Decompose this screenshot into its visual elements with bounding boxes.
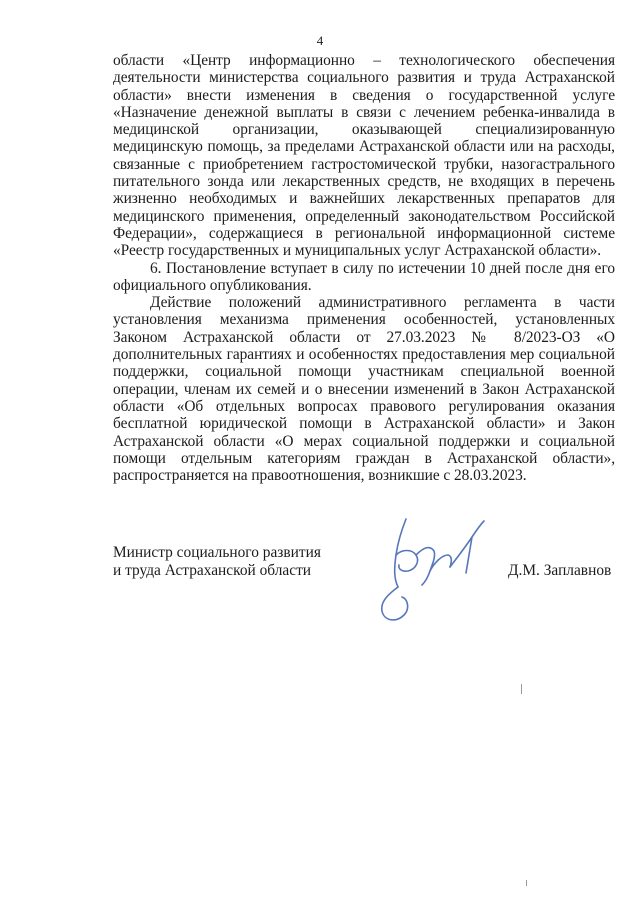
signatory-title-line-1: Министр социального развития [113,544,321,561]
signatory-title-line-2: и труда Астраханской области [113,562,312,579]
scan-artifact [526,880,527,886]
paragraph-effective-date: 6. Постановление вступает в силу по истечении 10 дней после дня его официального опубликования. [113,259,615,294]
signatory-name: Д.М. Заплавнов [508,562,612,579]
page-number: 4 [316,33,324,48]
handwritten-signature [372,515,492,630]
scan-artifact [521,684,522,694]
paragraph-regulation-scope: Действие положений административного регламента в части установления механизма применения особенностей, установленных Законом Астраханской области от 27.03.2023 № 8/2023-ОЗ «О дополнительных гарантиях и особенностях предоставления мер социальной поддержки, социальной помощи участникам специальной военной операции, членам их семей и о внесении изменений в Закон Астраханской области «Об отдельных вопросах правового регулирования оказания бесплатной юридической помощи в Астраханской области» и Закон Астраханской области «О мерах социальной поддержки и социальной помощи отдельным категориям граждан в Астраханской области», распространяется на правоотношения, возникшие с 28.03.2023. [113,294,615,485]
paragraph-registry-changes: области «Центр информационно – технологического обеспечения деятельности министерства социального развития и труда Астраханской области» внести изменения в сведения о государственной услуге «Назначение денежной выплаты в связи с лечением ребенка-инвалида в медицинской организации, оказывающей специализированную медицинскую помощь, за пределами Астраханской области или на расходы, связанные с приобретением гастростомической трубки, назогастрального питательного зонда или лекарственных средств, не входящих в перечень жизненно необходимых и важнейших лекарственных препаратов для медицинского применения, определенный законодательством Российской Федерации», содержащиеся в региональной информационной системе «Реестр государственных и муниципальных услуг Астраханской области». [113,52,615,260]
document-body [113,52,615,484]
signatory-title [113,544,321,580]
